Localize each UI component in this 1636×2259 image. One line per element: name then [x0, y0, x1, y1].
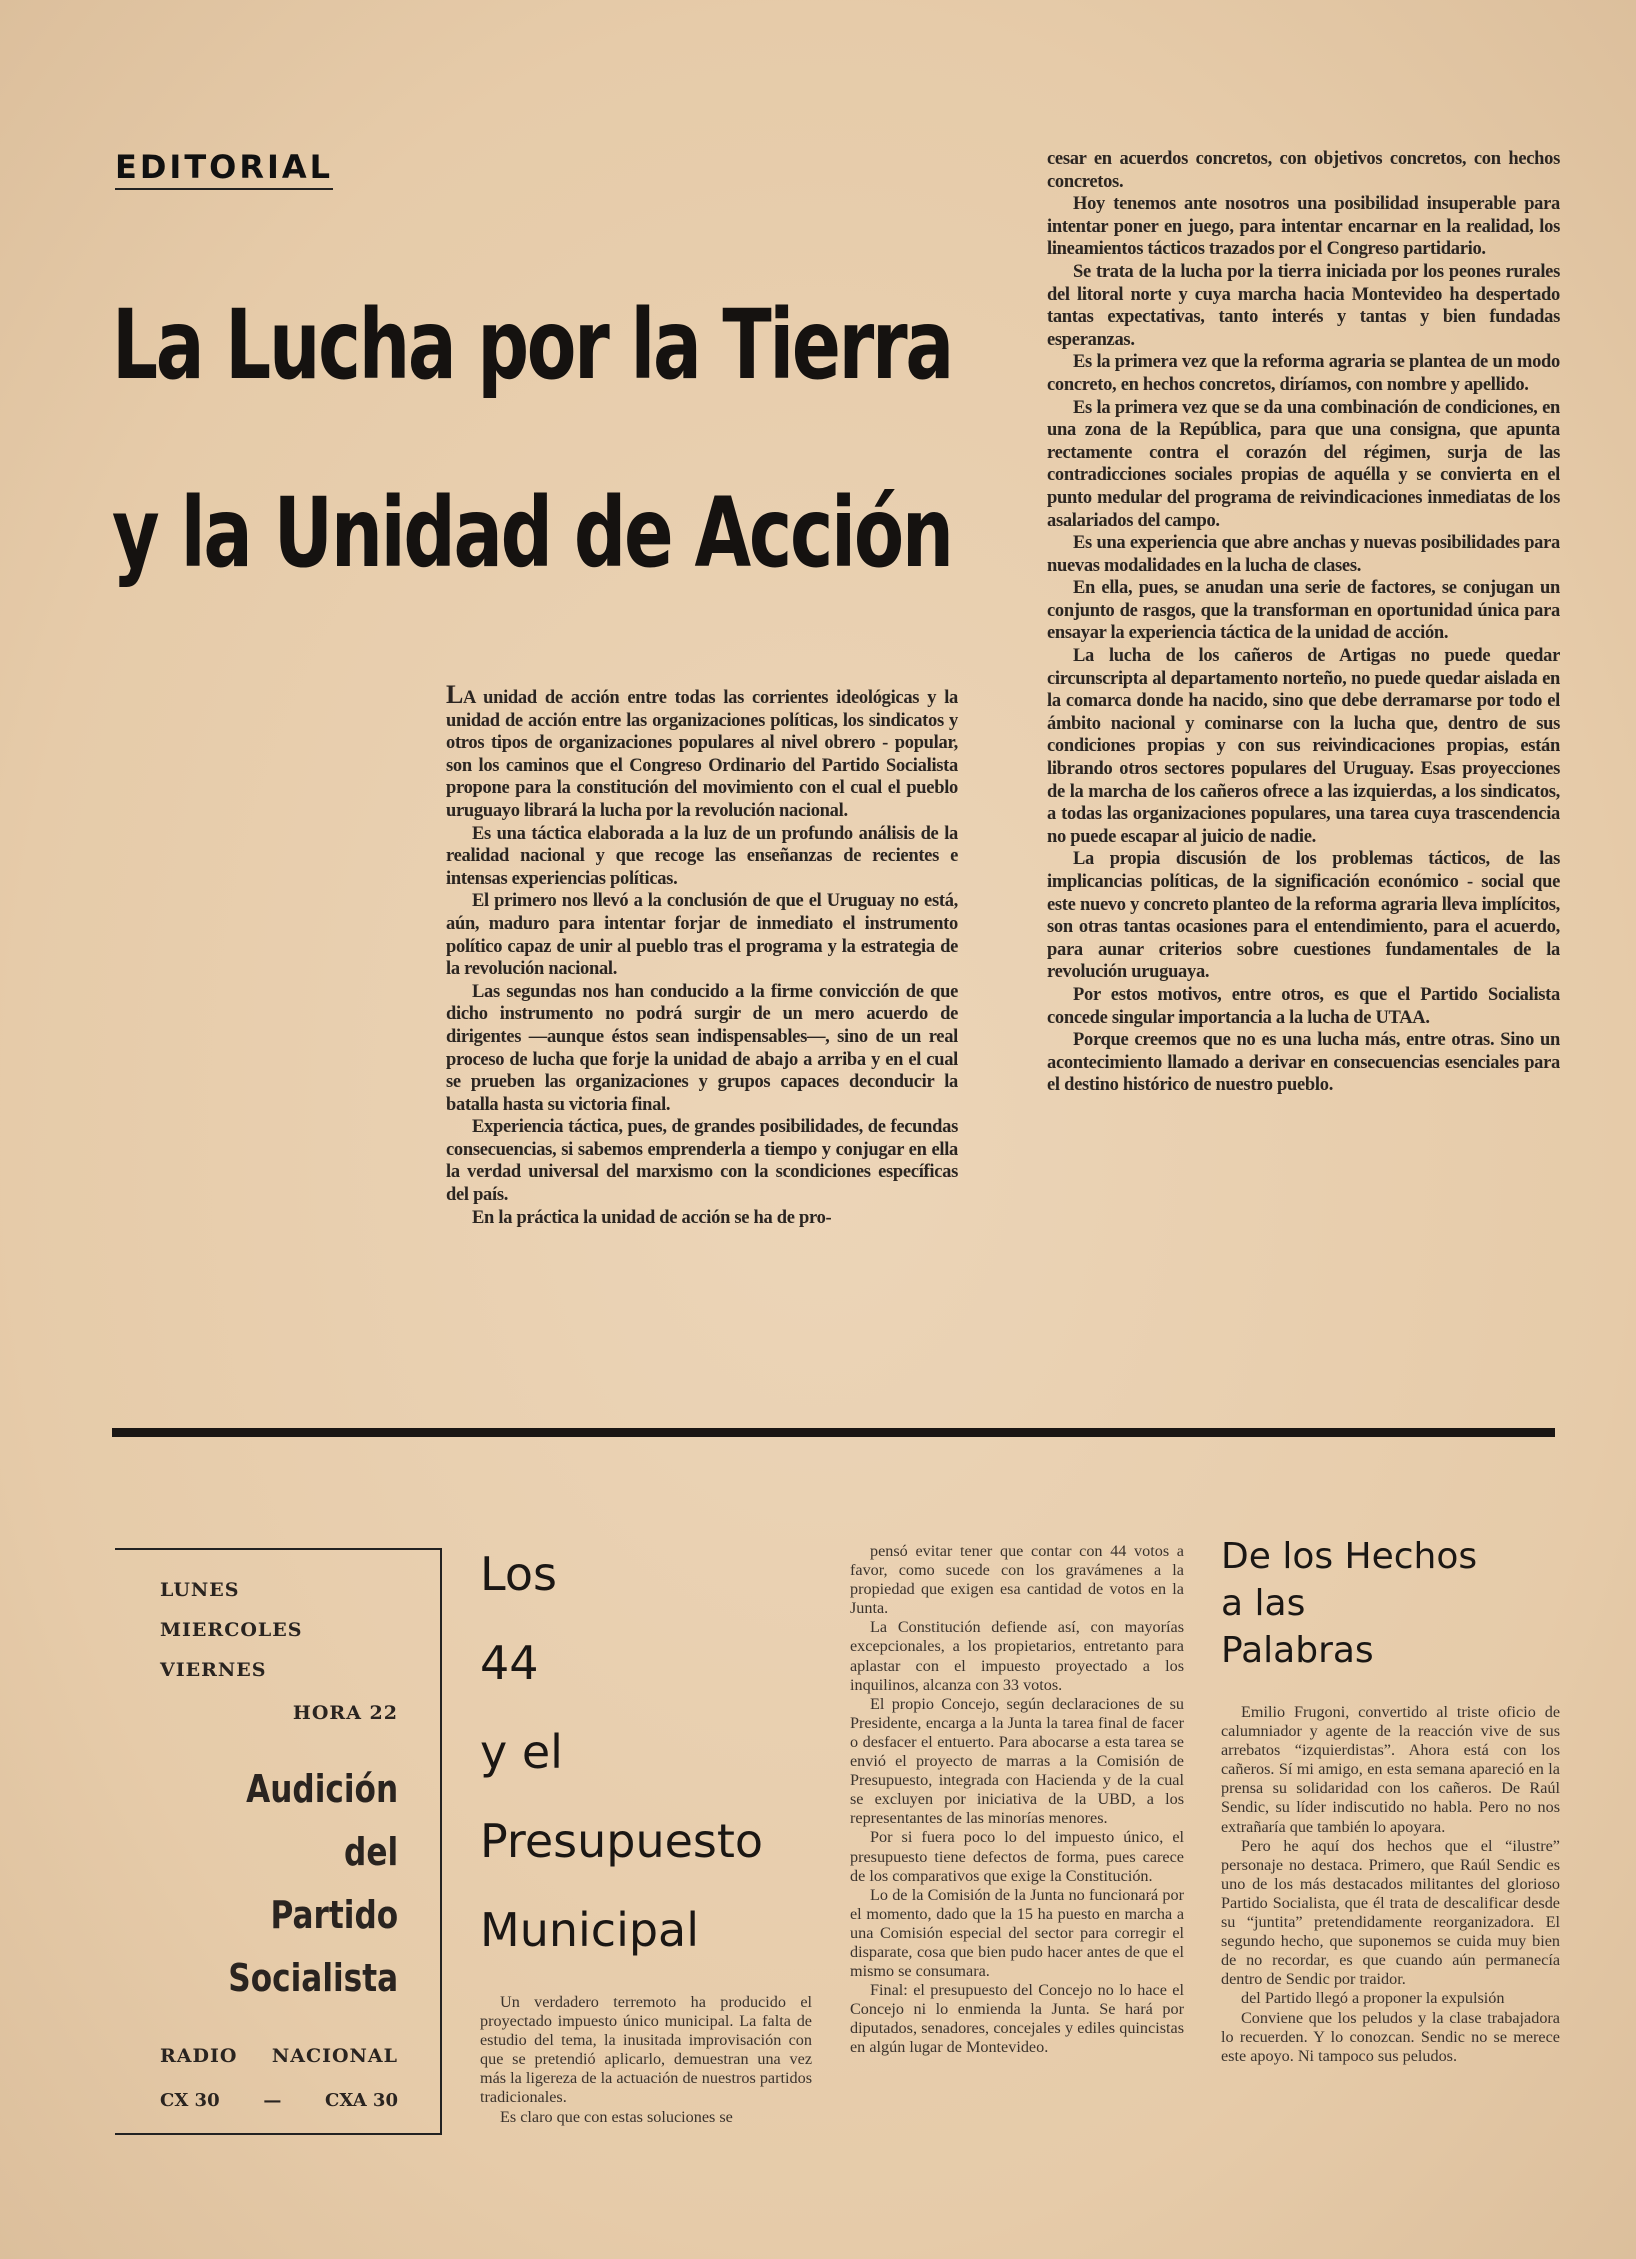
heading-line: 44	[480, 1636, 539, 1690]
station-right: NACIONAL	[271, 2045, 398, 2067]
paragraph	[446, 890, 958, 980]
freq-sep: —	[263, 2090, 282, 2111]
paragraph	[1047, 397, 1560, 533]
paragraph-text: El primero nos llevó a la conclusión de que el Uruguay no está, aún, maduro para intentar forjar de inmediato el instrumento político capaz de unir al pueblo tras el programa y la estrategia de la revolución nacional.	[446, 891, 958, 980]
paragraph-text: En la práctica la unidad de acción se ha de pro-	[472, 1207, 832, 1228]
hechos-body	[1221, 1703, 1560, 2066]
frequencies	[160, 2090, 398, 2111]
heading-line: a las	[1221, 1583, 1306, 1624]
section-label: EDITORIAL	[115, 148, 333, 190]
headline-line-1: La Lucha por la Tierra	[112, 289, 952, 401]
heading-line: Municipal	[480, 1903, 700, 1957]
heading-line: Presupuesto	[480, 1814, 764, 1868]
paragraph-text: La Constitución defiende así, con mayorías excepcionales, a los propietarios, entretanto para aplastar con el impuesto proyectado a los inquilinos, alcanza con 33 votos.	[850, 1618, 1184, 1694]
editorial-left-column	[446, 680, 958, 1229]
program-line: del	[343, 1830, 398, 1874]
paragraph-text: cesar en acuerdos concretos, con objetivos concretos, con hechos concretos.	[1047, 149, 1560, 192]
program-line: Socialista	[228, 1956, 398, 2000]
paragraph-text: El propio Concejo, según declaraciones de su Presidente, encarga a la Junta la tarea final de facer o desfacer el entuerto. Para abocarse a esta tarea se envió el proyecto de marras a la Comisión de Presupuesto, integrada con Hacienda y de la cual se excluyen por iniciativa de la UBD, a los representantes de las minorías menores.	[850, 1694, 1184, 1828]
presupuesto-heading	[480, 1530, 763, 1975]
paragraph	[1047, 261, 1560, 351]
heading-line: Palabras	[1221, 1630, 1374, 1671]
freq-right: CXA 30	[325, 2090, 398, 2111]
presupuesto-intro	[480, 1993, 812, 2127]
paragraph-text: En ella, pues, se anudan una serie de factores, se conjugan un conjunto de rasgos, que la transforman en oportunidad única para ensayar la experiencia táctica de la unidad de acción.	[1047, 578, 1560, 644]
paragraph	[480, 2108, 812, 2127]
heading-line: Los	[480, 1547, 557, 1601]
heading-line: De los Hechos	[1221, 1536, 1478, 1577]
paragraph	[1047, 193, 1560, 261]
paragraph	[446, 981, 958, 1117]
paragraph-text: Las segundas nos han conducido a la firme convicción de que dicho instrumento no podrá surgir de un mero acuerdo de dirigentes —aunque éstos sean indispensables—, sino de un real proceso de lucha que forje la unidad de abajo a arriba y en el cual se prueben las organizaciones y grupos capaces deconducir la batalla hasta su victoria final.	[446, 981, 958, 1115]
program-name	[228, 1758, 398, 2010]
paragraph	[480, 1993, 812, 2108]
presupuesto-continuation	[850, 1542, 1184, 2058]
paragraph	[1047, 148, 1560, 193]
paragraph	[446, 680, 958, 823]
paragraph	[446, 823, 958, 891]
paragraph	[446, 1116, 958, 1206]
paragraph-text: La lucha de los cañeros de Artigas no puede quedar circunscripta al departamento norteño, no puede quedar aislada en la comarca donde ha nacido, sino que debe derramarse por todo el ámbito nacional y cominarse con la lucha que, dentro de sus condiciones propias y con sus reivindicaciones propias, están librando otros sectores populares del Uruguay. Esas proyecciones de la marcha de los cañeros ofrece a las izquierdas, a los sindicatos, a todas las organizaciones populares, una tarea cuya trascendencia no puede escapar al juicio de nadie.	[1047, 646, 1560, 847]
paragraph	[1047, 645, 1560, 848]
paragraph-text: Es la primera vez que se da una combinación de condiciones, en una zona de la República, para que una consigna, que apunta rectamente contra el corazón del régimen, surja de las contradicciones sociales propias de aquélla y se convierta en el punto medular del programa de reivindicaciones inmediatas de los asalariados del campo.	[1047, 397, 1560, 531]
paragraph-text: Por estos motivos, entre otros, es que el Partido Socialista concede singular importancia a la lucha de UTAA.	[1047, 984, 1560, 1028]
paragraph-text: Se trata de la lucha por la tierra iniciada por los peones rurales del litoral norte y cuya marcha hacia Montevideo ha despertado tantas expectativas, tanto interés y tantas y bien fundadas esperanzas.	[1047, 261, 1560, 350]
paragraph-text: Es una experiencia que abre anchas y nuevas posibilidades para nuevas modalidades en la lucha de clases.	[1047, 533, 1560, 576]
paragraph-text: Pero he aquí dos hechos que el “ilustre” personaje no destaca. Primero, que Raúl Sendic es uno de los más destacados militantes del glorioso Partido Socialista, que él trata de descalificar desde su “juntita” pretendidamente reorganizadora. El segundo hecho, que suponemos se cuida muy bien de no recordar, es que cuando aún permanecía dentro de Sendic por traidor.	[1221, 1836, 1560, 1989]
station-name	[160, 2045, 398, 2067]
editorial-right-column	[1047, 148, 1560, 1097]
paragraph-text: Experiencia táctica, pues, de grandes posibilidades, de fecundas consecuencias, si sabemos emprenderla a tiempo y conjugar en ella la verdad universal del marxismo con la scondiciones específicas del país.	[446, 1117, 958, 1206]
paragraph-text: Lo de la Comisión de la Junta no funcionará por el momento, dado que la 15 ha puesto en marcha a una Comisión especial del sector para corregir el disparate, cosa que bien pudo hacer antes de que el mismo se consumara.	[850, 1885, 1184, 1981]
paragraph-text: del Partido llegó a proponer la expulsión	[1241, 1989, 1505, 2008]
paragraph-text: Conviene que los peludos y la clase trabajadora lo recuerden. Y lo conozcan. Sendic no se merece este apoyo. Ni tampoco sus peludos.	[1221, 2008, 1560, 2065]
paragraph	[1047, 1029, 1560, 1097]
hechos-heading	[1221, 1533, 1477, 1674]
paragraph-text: Porque creemos que no es una lucha más, entre otras. Sino un acontecimiento llamado a derivar en consecuencias esenciales para el destino histórico de nuestro pueblo.	[1047, 1030, 1560, 1096]
paragraph	[446, 1207, 958, 1230]
paragraph	[1221, 2009, 1560, 2066]
paragraph	[850, 1828, 1184, 1885]
paragraph-text: La propia discusión de los problemas tácticos, de las implicancias políticas, de la significación económico - social que este nuevo y concreto planteo de la reforma agraria lleva implícitos, son otras tantas ocasiones para el entendimiento, para el acuerdo, para aunar criterios sobre cuestiones fundamentales de la revolución uruguaya.	[1047, 849, 1560, 983]
paragraph	[1047, 351, 1560, 396]
paragraph-text: Es una táctica elaborada a la luz de un profundo análisis de la realidad nacional y que recoge las enseñanzas de recientes e intensas experiencias políticas.	[446, 823, 958, 889]
broadcast-day: VIERNES	[160, 1659, 267, 1681]
broadcast-day: MIERCOLES	[160, 1619, 303, 1641]
program-line: Partido	[270, 1893, 398, 1937]
paragraph-text: Es la primera vez que la reforma agraria se plantea de un modo concreto, en hechos concretos, diríamos, con nombre y apellido.	[1047, 352, 1560, 395]
paragraph-text: Emilio Frugoni, convertido al triste oficio de calumniador y agente de la reacción vive de sus arrebatos “izquierdistas”. Ahora está con los cañeros. Sí mi amigo, en esta semana apareció en la prensa su solidaridad con los cañeros. De Raúl Sendic, su líder indiscutido no habla. Pero no nos extrañaría que también lo apoyara.	[1221, 1703, 1560, 1836]
paragraph	[1047, 577, 1560, 645]
broadcast-days	[160, 1570, 302, 1690]
section-divider	[112, 1428, 1555, 1437]
paragraph	[850, 1618, 1184, 1694]
paragraph-text: Un verdadero terremoto ha producido el proyectado impuesto único municipal. La falta de estudio del tema, la inusitada improvisación con que se pretendió aplicarlo, demuestran una vez más la ligereza de la actuación de nuestros partidos tradicionales.	[480, 1993, 812, 2107]
broadcast-day: LUNES	[160, 1579, 240, 1601]
program-line: Audición	[245, 1767, 398, 1811]
paragraph	[1221, 1837, 1560, 1990]
paragraph	[850, 1886, 1184, 1981]
paragraph	[850, 1981, 1184, 2057]
paragraph-text: Hoy tenemos ante nosotros una posibilidad insuperable para intentar poner en juego, para intentar encarnar en la realidad, los lineamientos tácticos trazados por el Congreso partidario.	[1047, 194, 1560, 260]
paragraph	[1047, 984, 1560, 1029]
paragraph	[1047, 848, 1560, 984]
paragraph-text: Final: el presupuesto del Concejo no lo hace el Concejo ni lo enmienda la Junta. Se hará por diputados, senadores, concejales y ediles quincistas en algún lugar de Montevideo.	[850, 1981, 1184, 2057]
paragraph	[850, 1542, 1184, 1618]
radio-program-box	[115, 1548, 442, 2135]
station-left: RADIO	[160, 2045, 238, 2067]
headline-line-2: y la Unidad de Acción	[112, 477, 952, 589]
paragraph	[1221, 1703, 1560, 1837]
paragraph-text: Es claro que con estas soluciones se	[500, 2107, 733, 2126]
paragraph-text: pensó evitar tener que contar con 44 votos a favor, como sucede con los gravámenes a la propiedad que exigen esa cantidad de votos en la Junta.	[850, 1542, 1184, 1618]
broadcast-hour: HORA 22	[292, 1702, 398, 1724]
paragraph-text: Por si fuera poco lo del impuesto único, el presupuesto tiene defectos de forma, pues carece de los comparativos que exige la Constitución.	[850, 1828, 1184, 1885]
freq-left: CX 30	[160, 2090, 220, 2111]
drop-cap: L	[446, 680, 464, 709]
paragraph	[1221, 1989, 1560, 2008]
paragraph	[1047, 532, 1560, 577]
paragraph	[850, 1695, 1184, 1829]
paragraph-text: A unidad de acción entre todas las corrientes ideológicas y la unidad de acción entre las organizaciones políticas, los sindicatos y otros tipos de organizaciones populares al nivel obrero - popular, son los caminos que el Congreso Ordinario del Partido Socialista propone para la constitución del movimiento con el cual el pueblo uruguayo librará la lucha por la revolución nacional.	[446, 688, 958, 821]
heading-line: y el	[480, 1725, 563, 1779]
